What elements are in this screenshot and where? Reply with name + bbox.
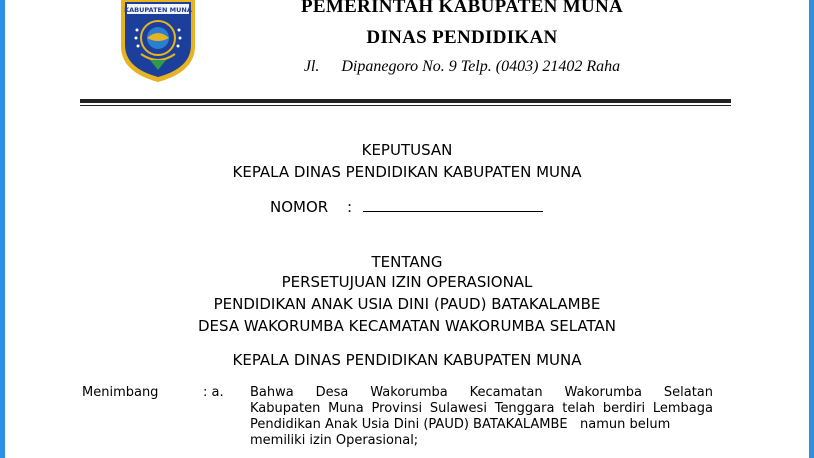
address-street: Jl. — [303, 58, 320, 75]
subject-line-2: PENDIDIKAN ANAK USIA DINI (PAUD) BATAKALAMBE — [213, 295, 601, 313]
nomor-colon: : — [346, 198, 353, 216]
menimbang-item-marker: : a. — [203, 385, 224, 400]
menimbang-label: Menimbang — [82, 385, 159, 400]
header-divider-thick — [80, 99, 731, 103]
decree-number-row — [270, 197, 543, 216]
header-department: DINAS PENDIDIKAN — [366, 27, 558, 48]
nomor-blank-line — [363, 197, 543, 212]
menimbang-line: Bahwa Desa Wakorumba Kecamatan Wakorumba Selatan — [250, 385, 713, 400]
address-detail: Dipanegoro No. 9 Telp. (0403) 21402 Raha — [341, 58, 621, 75]
decree-title: KEPUTUSAN — [361, 141, 453, 159]
tentang-label: TENTANG — [371, 253, 443, 271]
menimbang-paragraph — [250, 385, 713, 449]
subject-line-3: DESA WAKORUMBA KECAMATAN WAKORUMBA SELATAN — [198, 317, 616, 335]
menimbang-line: Pendidikan Anak Usia Dini (PAUD) BATAKALAMBE namun belum — [250, 417, 671, 432]
header-address — [5, 58, 809, 76]
nomor-label: NOMOR — [270, 198, 329, 216]
svg-text:KABUPATEN MUNA: KABUPATEN MUNA — [124, 6, 192, 14]
subject-line-1: PERSETUJUAN IZIN OPERASIONAL — [281, 273, 533, 291]
document-page — [5, 0, 809, 458]
decree-issuer-title: KEPALA DINAS PENDIDIKAN KABUPATEN MUNA — [232, 163, 582, 181]
header-government: PEMERINTAH KABUPATEN MUNA — [300, 0, 624, 17]
issuer-heading: KEPALA DINAS PENDIDIKAN KABUPATEN MUNA — [232, 351, 582, 369]
header-divider-thin — [80, 105, 731, 106]
menimbang-line: memiliki izin Operasional; — [250, 433, 419, 448]
menimbang-line: Kabupaten Muna Provinsi Sulawesi Tenggara telah berdiri Lembaga — [250, 401, 713, 416]
